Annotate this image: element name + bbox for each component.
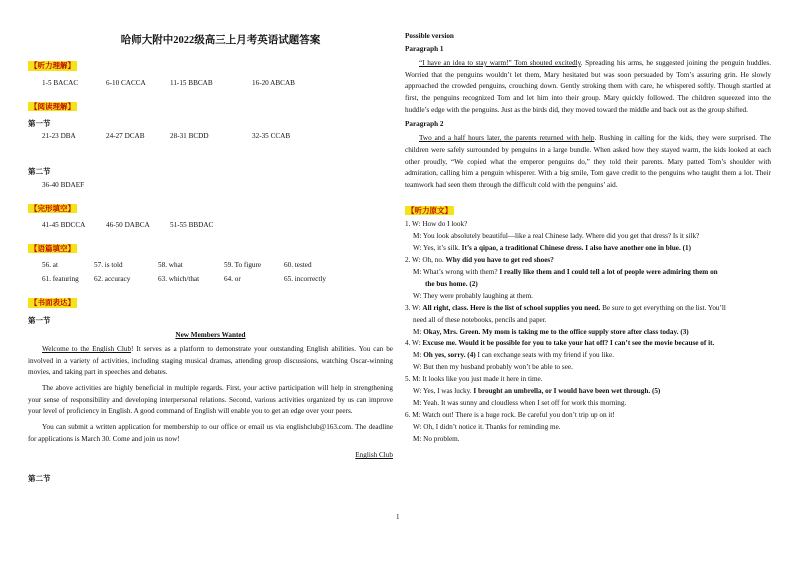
script-line: M: Yeah. It was sunny and cloudless when I set off for work this morning. xyxy=(413,399,627,408)
grammar-tag: 【语篇填空】 xyxy=(30,244,75,253)
grammar-answers xyxy=(42,261,393,284)
answer-item: 58. what xyxy=(158,261,183,270)
notice-paragraph: The above activities are highly beneficial in multiple regards. First, your active participation will help in strengthening your sense of responsibility and developing interpersonal relations. Second, various activities organized by us can improve your level of proficiency in English. A good command of English will enable you to get an edge over your peers. xyxy=(28,384,393,416)
answer-group: 46-50 DABCA xyxy=(106,221,150,229)
script-line: W: Oh, I didn’t notice it. Thanks for reminding me. xyxy=(413,423,561,432)
possible-version-label: Possible version xyxy=(405,32,454,40)
listening-script xyxy=(405,219,771,446)
script-line: M: Okay, Mrs. Green. My mom is taking me to the office supply store after class today. (3) xyxy=(413,327,689,336)
essay-underlined: “I have an idea to stay warm!” Tom shouted excitedly xyxy=(419,59,581,67)
listening-tag: 【听力理解】 xyxy=(30,61,75,71)
cloze-tag: 【完形填空】 xyxy=(30,203,75,213)
essay-paragraph: “I have an idea to stay warm!” Tom shouted excitedly. Spreading his arms, he suggested joining the penguin huddles. Worried that the penguins wouldn’t let them, Mary hesitated but was soon persuaded by Tom’s assuring grin. He slowly approached the crowded penguins, crouching down. Gently stroking them with care, he whispered softly. Though startled at first, the penguins recognized Tom and let him into their group. Mary quickly followed. The children squeezed into the huddle’s edge with the penguins. Just as the birds did, they moved toward the middle and back out as the group shifted. xyxy=(405,59,772,114)
script-line: M: You look absolutely beautiful—like a real Chinese lady. Where did you get that dress? Is it silk? xyxy=(413,231,700,240)
script-line: W: Yes, it’s silk. It’s a qipao, a traditional Chinese dress. I also have another one in blue. (1) xyxy=(413,243,691,252)
script-line: the bus home. (2) xyxy=(425,279,478,288)
answer-item: 63. which/that xyxy=(158,275,200,284)
notice-underlined: Welcome to the English Club xyxy=(42,345,132,354)
script-line: 1. W: How do I look? xyxy=(405,219,468,228)
answer-group: 1-5 BACAC xyxy=(42,78,79,87)
paragraph-label: Paragraph 1 xyxy=(405,45,444,53)
answer-item: 57. is told xyxy=(94,261,123,270)
essay-underlined: Two and a half hours later, the parents returned with help xyxy=(419,134,595,143)
cloze-answers xyxy=(42,221,393,230)
answer-item: 56. at xyxy=(42,261,58,270)
right-column xyxy=(405,30,771,446)
script-tag: 【听力原文】 xyxy=(407,205,452,215)
notice-paragraph: Welcome to the English Club! It serves as a platform to demonstrate your outstanding English abilities. You can be involved in a variety of activities, including staging musical dramas, attending group discussions, watching Oscar-winning movies, and taking part in speeches and debates. xyxy=(28,345,393,377)
script-line: M: Oh yes, sorry. (4) I can exchange seats with my friend if you like. xyxy=(413,351,615,360)
answer-group: 24-27 DCAB xyxy=(106,132,145,141)
script-line: need all of these notebooks, pencils and paper. xyxy=(413,315,547,324)
script-line: W: But then my husband probably won’t be able to see. xyxy=(413,363,573,372)
answer-item: 59. To figure xyxy=(224,261,262,270)
listening-answers xyxy=(42,79,393,88)
answer-group: 16-20 ABCAB xyxy=(252,78,295,87)
script-line: 5. M: It looks like you just made it here in time. xyxy=(405,375,543,384)
script-line: W: They were probably laughing at them. xyxy=(413,291,533,300)
answer-item: 62. accuracy xyxy=(94,275,131,284)
reading-answers-2 xyxy=(42,181,393,190)
answer-item: 64. or xyxy=(224,275,241,284)
answer-group: 6-10 CACCA xyxy=(106,78,146,87)
paragraph-label: Paragraph 2 xyxy=(405,120,444,129)
answer-group: 11-15 BBCAB xyxy=(170,78,213,87)
script-line: M: No problem. xyxy=(413,435,460,444)
section-label: 第二节 xyxy=(28,474,51,484)
answer-group: 28-31 BCDD xyxy=(170,132,209,141)
left-column xyxy=(28,30,393,488)
script-line: W: Yes, I was lucky. I brought an umbrella, or I would have been wet through. (5) xyxy=(413,387,661,396)
answer-group: 32-35 CCAB xyxy=(252,132,291,141)
answer-group: 41-45 BDCCA xyxy=(42,221,86,229)
script-line: 6. M: Watch out! There is a huge rock. Be careful you don’t trip up on it! xyxy=(405,411,615,420)
essay-paragraph: Two and a half hours later, the parents returned with help. Rushing in calling for the kids, they were surprised. The children were safely surrounded by penguins in a large bundle. When asked how they stayed warm, the kids looked at each other proudly, “We copied what the emperor penguins do,” they told their parents. Mary patted Tom’s shoulder with admiration, calling him a penguin whisperer. With a big smile, Tom gave credit to the penguins who taught them a lot. Their teamwork had seen them through the difficult cold with the penguins’ aid. xyxy=(405,134,771,189)
notice-title: New Members Wanted xyxy=(175,331,246,340)
script-line: M: What’s wrong with them? I really like them and I could tell a lot of people were admiring them on xyxy=(413,267,718,276)
page-number: 1 xyxy=(396,513,400,521)
script-line: 4. W: Excuse me. Would it be possible for you to take your hat off? I can’t see the movie because of it. xyxy=(405,339,715,348)
answer-group: 21-23 DBA xyxy=(42,132,76,141)
script-line: 3. W: All right, class. Here is the list of school supplies you need. Be sure to get everything on the list. You’ll xyxy=(405,303,726,312)
section-label: 第二节 xyxy=(28,167,51,177)
notice-signature: English Club xyxy=(355,451,393,460)
page-title: 哈师大附中2022级高三上月考英语试题答案 xyxy=(120,35,321,46)
answer-item: 61. featuring xyxy=(42,275,79,284)
answer-group: 36-40 BDAEF xyxy=(42,180,85,189)
script-line: 2. W: Oh, no. Why did you have to get red shoes? xyxy=(405,255,554,264)
answer-item: 60. tested xyxy=(284,261,312,270)
reading-tag: 【阅读理解】 xyxy=(30,101,75,111)
section-label: 第一节 xyxy=(28,118,51,128)
section-label: 第一节 xyxy=(28,315,51,325)
answer-group: 51-55 BBDAC xyxy=(170,221,214,229)
notice-paragraph: You can submit a written application for membership to our office or email us via englishclub@163.com. The deadline for applications is March 30. Come and join us now! xyxy=(28,423,393,443)
answer-item: 65. incorrectly xyxy=(284,275,326,284)
reading-answers-1 xyxy=(42,132,393,141)
writing-tag: 【书面表达】 xyxy=(30,298,75,308)
